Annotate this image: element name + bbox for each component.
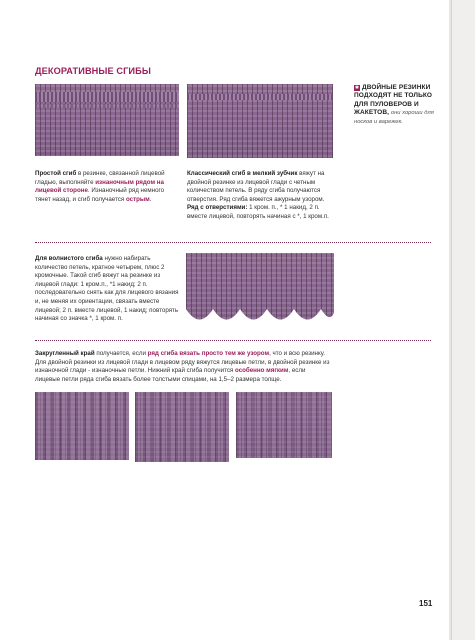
term-rounded-edge: Закругленный край (35, 350, 95, 357)
term-wavy-fold: Для волнистого сгиба (35, 255, 103, 262)
highlight-same-pattern: ряд сгиба вязать просто тем же узором (147, 350, 270, 357)
text-span: в резинке, связанной лицевой гладью, выполняйте (35, 170, 165, 186)
divider (35, 340, 431, 341)
rib-band (236, 392, 332, 468)
sidebar-sub: они хороши для носков и варежек. (354, 110, 434, 125)
text-simple-fold (35, 170, 181, 204)
photo-wavy-fold (186, 253, 334, 329)
photo-background (135, 462, 229, 468)
photo-background (35, 460, 129, 468)
text-span: . (149, 195, 152, 203)
term-classic-fold: Классический сгиб в мелкий зубчик (187, 170, 298, 177)
photo-rounded-1 (35, 392, 129, 468)
picot-band (187, 94, 333, 100)
divider (35, 242, 431, 243)
page-number: 151 (419, 599, 433, 608)
wavy-edge (186, 253, 334, 329)
photo-background (187, 158, 333, 162)
highlight-purl-row: изнаночным рядом на лицевой стороне (35, 178, 164, 195)
rib-band (35, 104, 179, 108)
sidebar-lead: ДВОЙНЫЕ РЕЗИНКИ ПОДХОДЯТ НЕ ТОЛЬКО ДЛЯ ПУЛОВЕРОВ И ЖАКЕТОВ, (354, 84, 433, 117)
rib-band (35, 392, 129, 468)
term-simple-fold: Простой сгиб (35, 170, 77, 177)
photo-classic-fold (187, 84, 333, 162)
text-span: . Изнаночный ряд немного тянет назад, и сгиб получается (35, 187, 165, 203)
text-span: нужно набирать количество петель, кратное четырем, плюс 2 кромочные. Такой сгиб вяжут на резинке из лицевой глади: 1 кром.п., *1 накид; 2 п. последовательно снять как для лицевого вязания и, не меняя их ориентации, связать вместе лицевой; 2 п. вместе лицевой, 1 накид; повторять начиная со значка *, 1 кром. п. (35, 255, 179, 323)
text-span: получается, если (94, 350, 148, 357)
rib-band (135, 392, 229, 468)
rib-band (35, 92, 179, 102)
text-rounded-edge (35, 350, 331, 384)
text-span: , если лицевые петли ряда сгиба вязать более толстыми спицами, на 1,5–2 размера толще. (35, 367, 306, 383)
highlight-sharp: острым (125, 195, 150, 203)
photo-simple-fold (35, 84, 179, 162)
text-span: , что и всю резинку. Для двойной резинки из лицевой глади в лицевом ряду вяжутся лицевые петли, в двойной резинке из изнаночной глади - изнаночные петли. Нижний край сгиба получится (35, 350, 330, 375)
text-span: вяжут на двойной резинке из лицевой глади с четным количеством петель. В ряду сгиба получаются отверстия. Ряд сгиба вяжется ажурным узором. (187, 170, 325, 203)
highlight-soft: особенно мягким (235, 367, 289, 375)
text-span: 1 кром. п., * 1 накид, 2 п. вместе лицевой, повторять начиная с *, 1 кром.п. (187, 204, 329, 220)
sidebar-note (354, 84, 446, 126)
term-eyelet-row: Ряд с отверстиями: (187, 204, 248, 212)
star-icon: ✱ (354, 85, 360, 91)
photo-rounded-2 (135, 392, 229, 468)
photo-rounded-3 (236, 392, 332, 468)
section-heading: ДЕКОРАТИВНЫЕ СГИБЫ (35, 66, 151, 76)
photo-background (35, 156, 179, 162)
text-classic-fold (187, 170, 335, 222)
wavy-edge-shape (186, 309, 334, 329)
facing-page-edge (451, 0, 475, 640)
photo-background (236, 458, 332, 468)
text-wavy-fold (35, 255, 181, 324)
